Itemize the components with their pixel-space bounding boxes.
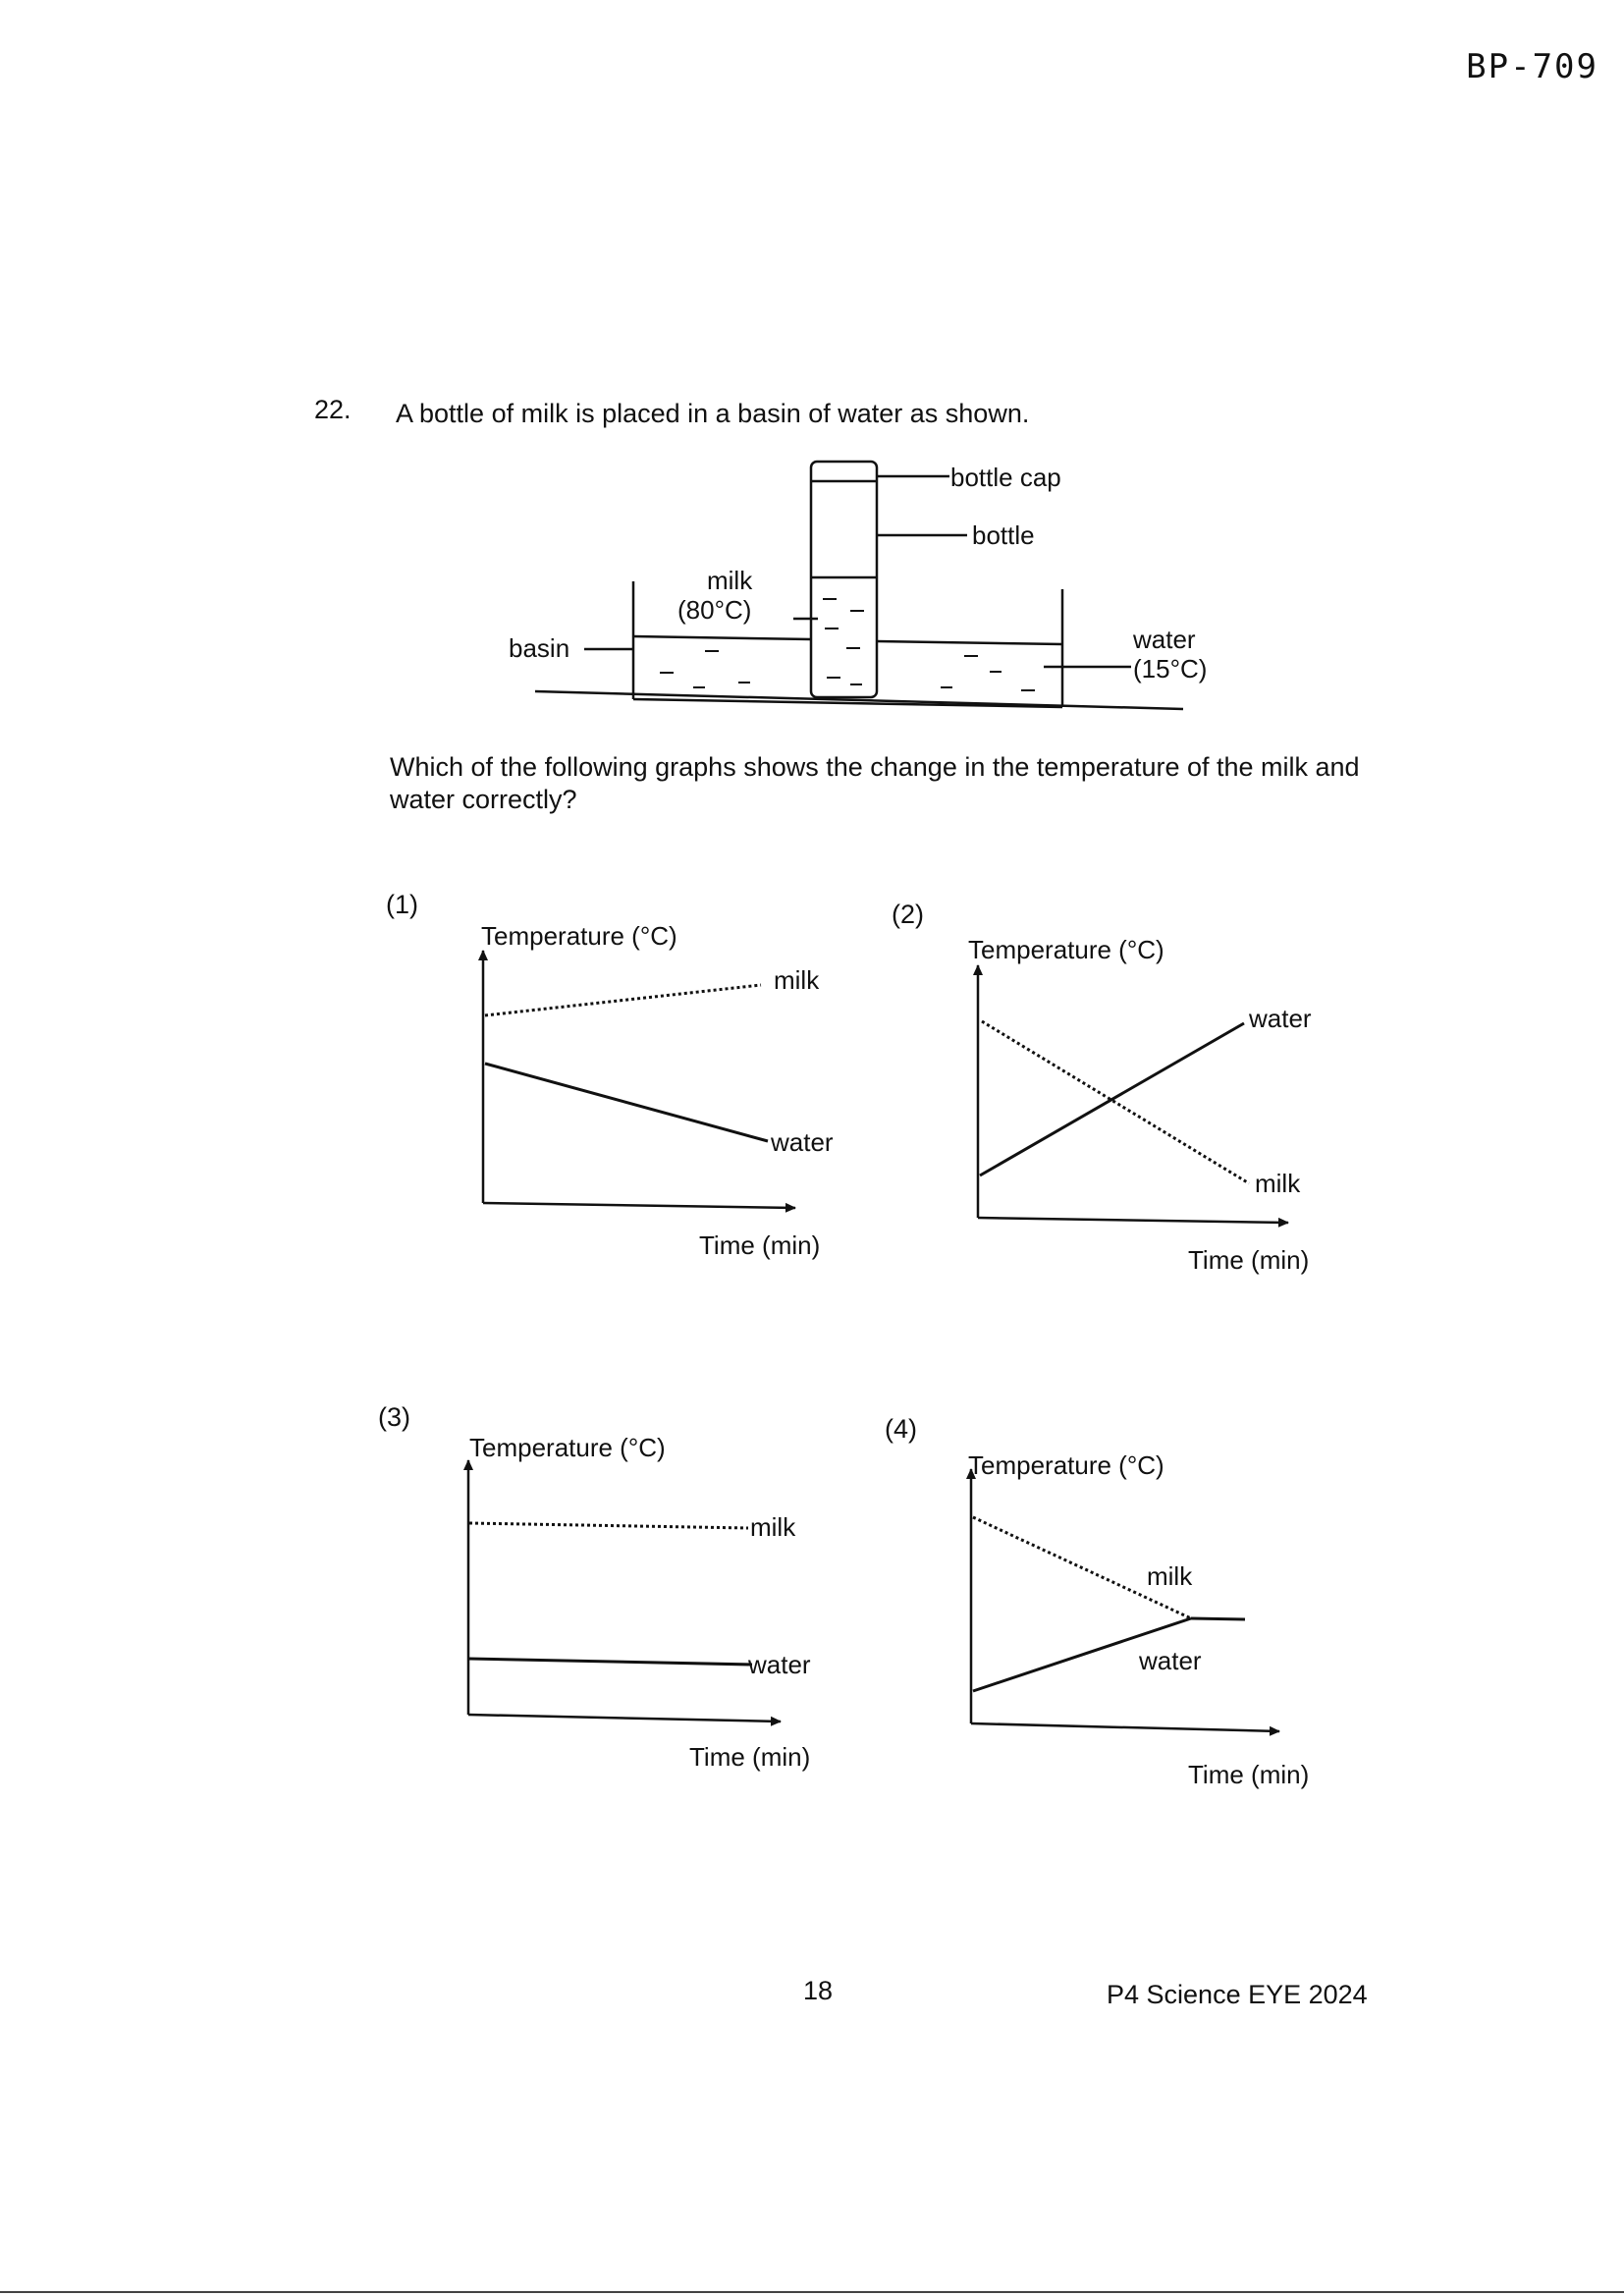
document-code: BP-709 bbox=[1466, 47, 1598, 86]
bottle-outline bbox=[811, 462, 877, 697]
page-number: 18 bbox=[803, 1976, 834, 2005]
label-bottle: bottle bbox=[972, 520, 1035, 550]
graph-2-milk-line bbox=[982, 1021, 1249, 1183]
graph-4-x-axis-title: Time (min) bbox=[1188, 1760, 1310, 1789]
graph-4-equilibrium-line bbox=[1191, 1618, 1245, 1619]
bottle-in-basin-diagram bbox=[535, 462, 1183, 709]
graph-1 bbox=[483, 951, 795, 1208]
water-surface-right bbox=[877, 641, 1062, 644]
label-basin: basin bbox=[509, 633, 570, 663]
graph-2-x-axis bbox=[978, 1218, 1288, 1223]
water-surface-left bbox=[633, 636, 811, 639]
graph-2 bbox=[978, 965, 1288, 1223]
label-milk: milk bbox=[707, 566, 753, 595]
page-edge-line bbox=[0, 2291, 1624, 2293]
option-4-label: (4) bbox=[885, 1414, 917, 1444]
graph-4-milk-label: milk bbox=[1147, 1561, 1193, 1591]
option-1-label: (1) bbox=[386, 890, 418, 919]
graph-1-x-axis-title: Time (min) bbox=[699, 1230, 821, 1260]
graph-3-y-axis-title: Temperature (°C) bbox=[469, 1433, 666, 1462]
label-milk-temperature: (80°C) bbox=[677, 595, 752, 625]
graph-3 bbox=[468, 1460, 781, 1722]
question-prompt: Which of the following graphs shows the change in the temperature of the milk and water correctly? bbox=[390, 752, 1360, 814]
graph-1-milk-line bbox=[485, 985, 761, 1015]
graph-4 bbox=[971, 1469, 1279, 1731]
graph-4-water-label: water bbox=[1139, 1646, 1202, 1675]
graph-2-x-axis-title: Time (min) bbox=[1188, 1245, 1310, 1275]
label-bottle-cap: bottle cap bbox=[950, 463, 1061, 492]
graph-4-x-axis bbox=[971, 1723, 1279, 1731]
exam-footer: P4 Science EYE 2024 bbox=[1107, 1980, 1368, 2009]
question-number: 22. bbox=[314, 395, 352, 424]
graph-1-x-axis bbox=[483, 1203, 795, 1208]
graph-3-x-axis bbox=[468, 1715, 781, 1722]
graph-1-water-label: water bbox=[771, 1127, 834, 1157]
label-water: water bbox=[1133, 625, 1196, 654]
graph-2-y-axis-title: Temperature (°C) bbox=[968, 935, 1164, 964]
graph-4-y-axis-title: Temperature (°C) bbox=[968, 1450, 1164, 1480]
option-3-label: (3) bbox=[378, 1402, 410, 1432]
label-water-temperature: (15°C) bbox=[1133, 654, 1208, 683]
graph-1-water-line bbox=[485, 1064, 768, 1141]
graph-3-x-axis-title: Time (min) bbox=[689, 1742, 811, 1772]
option-2-label: (2) bbox=[892, 900, 924, 929]
graph-3-milk-line bbox=[469, 1523, 748, 1528]
graph-3-milk-label: milk bbox=[750, 1512, 796, 1542]
graph-2-water-label: water bbox=[1249, 1004, 1312, 1033]
graph-2-water-line bbox=[980, 1023, 1244, 1175]
question-text: A bottle of milk is placed in a basin of water as shown. bbox=[396, 399, 1030, 428]
graph-1-milk-label: milk bbox=[774, 965, 820, 995]
graph-2-milk-label: milk bbox=[1255, 1169, 1301, 1198]
graph-3-water-label: water bbox=[748, 1650, 811, 1679]
graph-1-y-axis-title: Temperature (°C) bbox=[481, 921, 677, 951]
graph-3-water-line bbox=[469, 1659, 752, 1665]
